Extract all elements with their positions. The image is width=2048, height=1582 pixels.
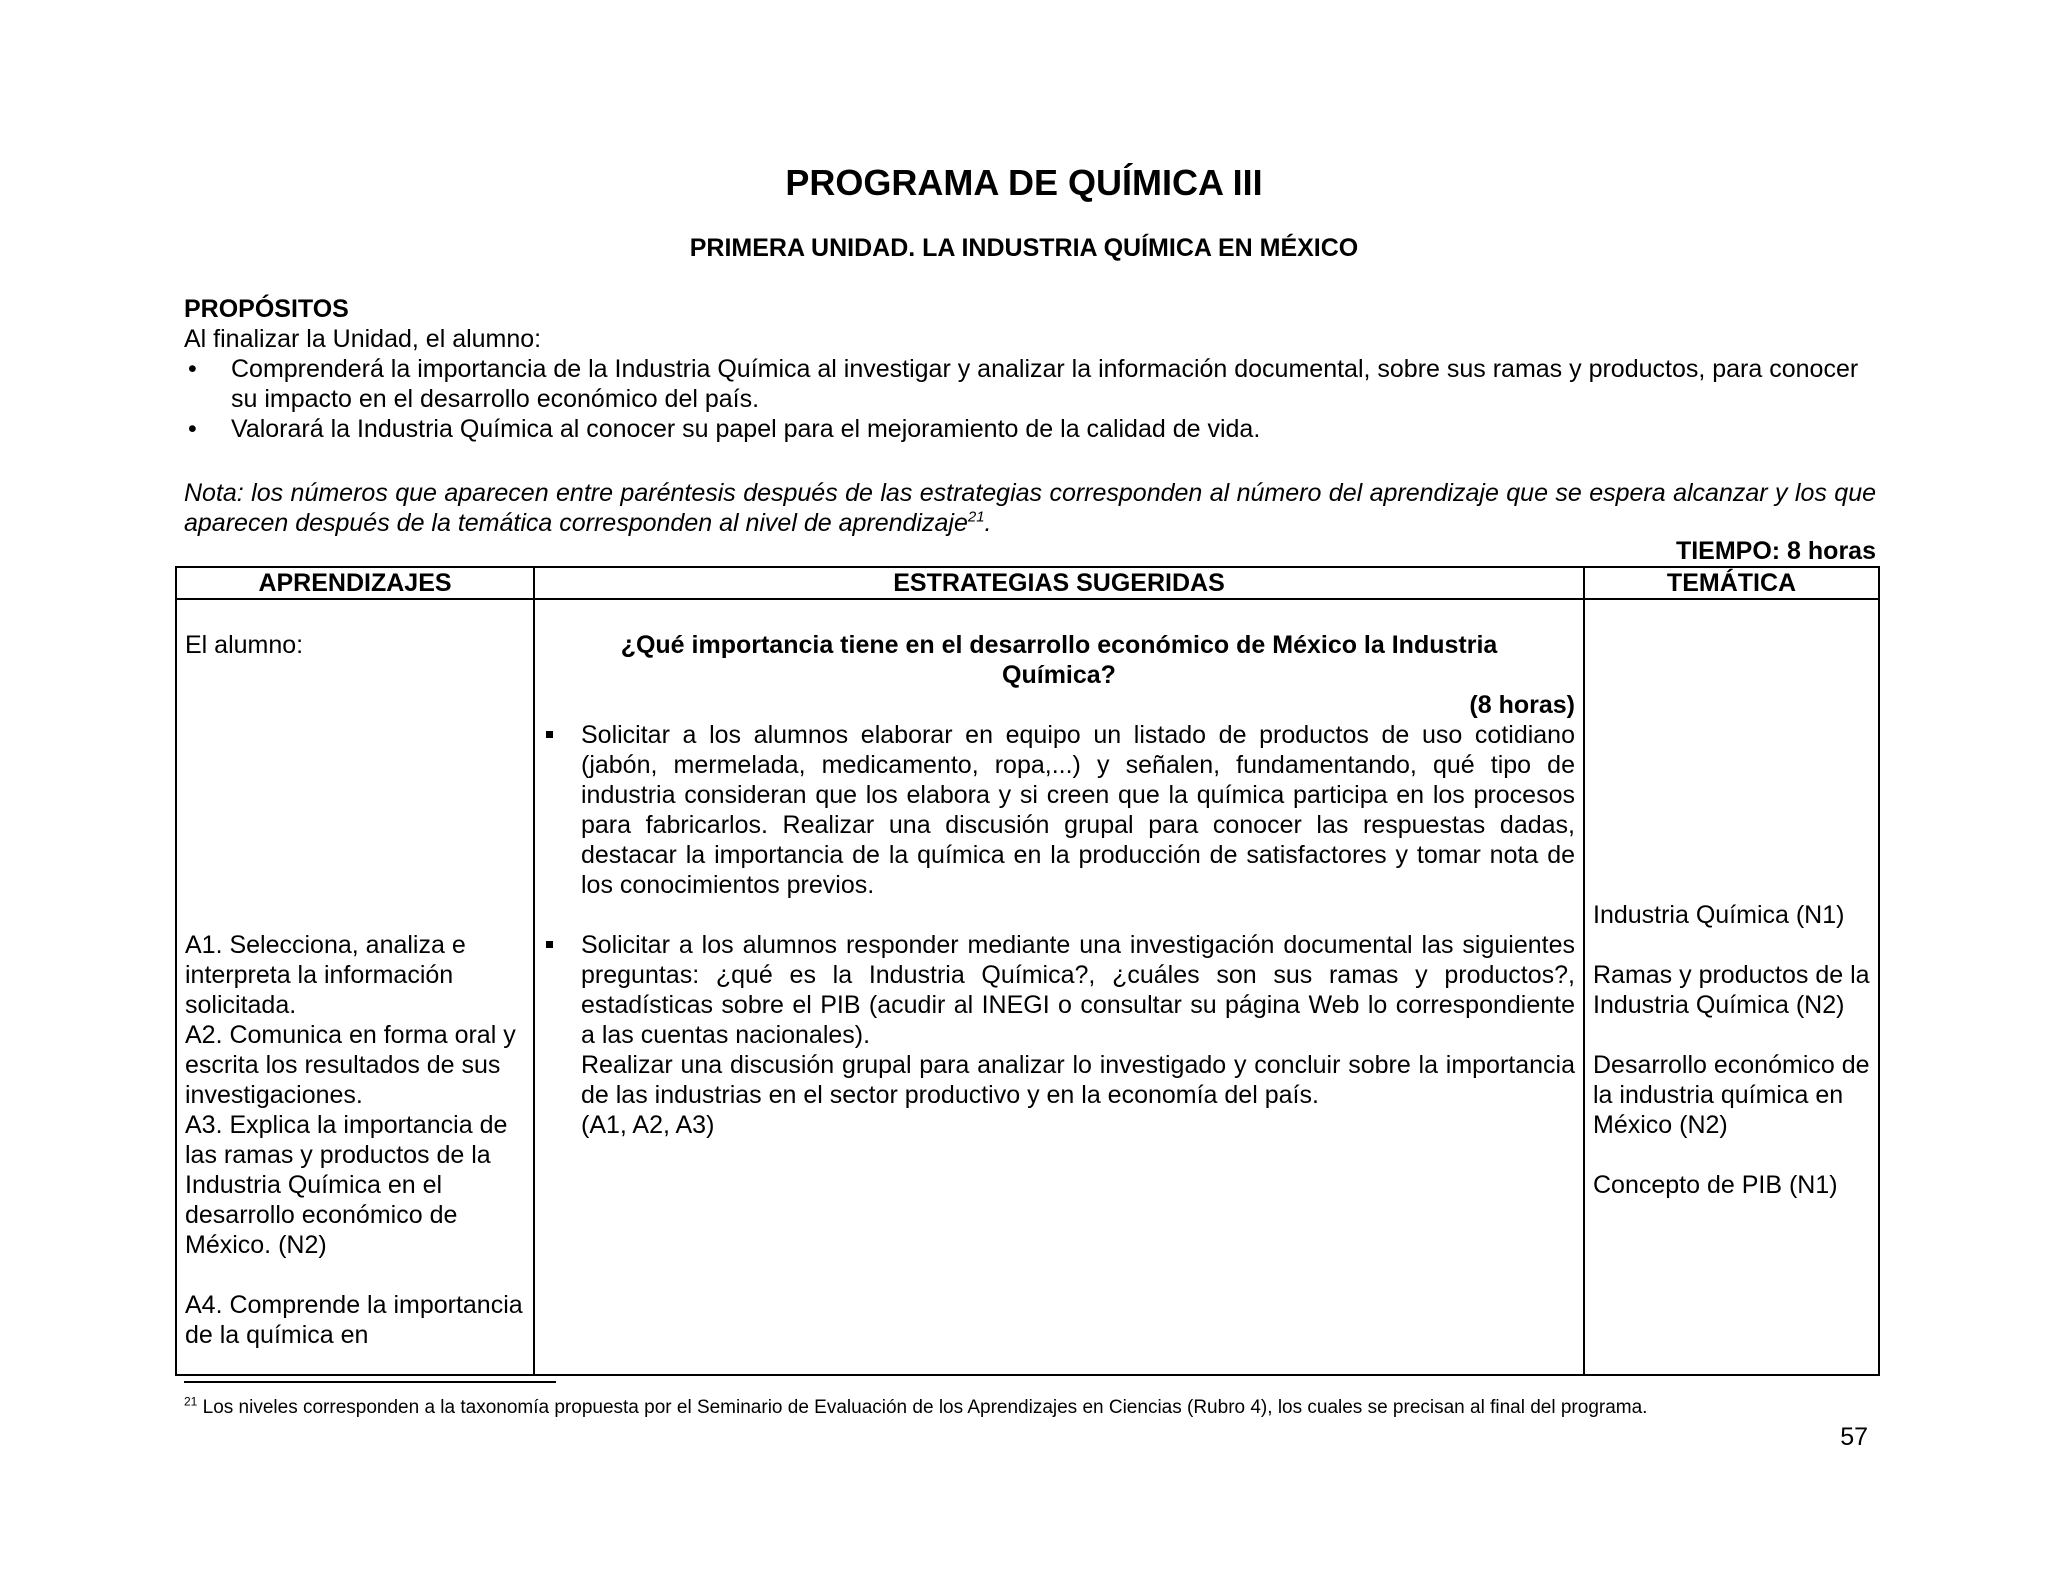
footnote-reference[interactable]: 21	[967, 508, 985, 526]
note-paragraph	[184, 478, 1876, 538]
aprendizajes-intro: El alumno:	[185, 631, 304, 659]
purposes-heading: PROPÓSITOS	[184, 295, 349, 323]
tematica-cell	[1584, 599, 1879, 1375]
page-number: 57	[1840, 1423, 1868, 1451]
header-aprendizajes: APRENDIZAJES	[176, 567, 534, 599]
table-header-row	[176, 567, 1879, 599]
time-label: TIEMPO: 8 horas	[1675, 537, 1876, 565]
estrategias-cell	[534, 599, 1584, 1375]
note-end: .	[984, 509, 992, 537]
purposes-list	[184, 354, 1884, 444]
purpose-text: Comprenderá la importancia de la Industria Química al investigar y analizar la información documental, sobre sus ramas y productos, para conocer su impacto en el desarrollo económico del país.	[231, 355, 1859, 413]
strategy-item	[543, 930, 1575, 1050]
strategy-item	[543, 720, 1575, 900]
tematica-item-2: Ramas y productos de la Industria Química (N2)	[1593, 961, 1870, 1019]
square-bullet-icon	[546, 941, 553, 948]
tematica-item-3: Desarrollo económico de la industria química en México (N2)	[1593, 1051, 1870, 1139]
page-title: PROGRAMA DE QUÍMICA III	[785, 162, 1263, 203]
aprendizaje-a4: A4. Comprende la importancia de la química en	[185, 1291, 523, 1349]
aprendizaje-a2: A2. Comunica en forma oral y escrita los resultados de sus investigaciones.	[185, 1021, 516, 1109]
purposes-intro: Al finalizar la Unidad, el alumno:	[184, 325, 542, 353]
purpose-item	[184, 354, 1884, 414]
strategy-text-1: Solicitar a los alumnos elaborar en equipo un listado de productos de uso cotidiano (jabón, mermelada, medicamento, ropa,...) y señalen, fundamentando, qué tipo de industria consideran que los elabora y si creen que la química participa en los procesos para fabricarlos. Realizar una discusión grupal para conocer las respuestas dadas, destacar la importancia de la química en la producción de satisfactores y tomar nota de los conocimientos previos.	[581, 721, 1575, 899]
footnote-divider	[184, 1381, 556, 1383]
strategy-list	[543, 720, 1575, 1050]
table-row	[176, 599, 1879, 1375]
square-bullet-icon	[546, 731, 553, 738]
bullet-icon: •	[188, 415, 197, 443]
strategy-text-2: Solicitar a los alumnos responder mediante una investigación documental las siguientes preguntas: ¿qué es la Industria Química?, ¿cuáles son sus ramas y productos?, estadísticas sobre el PIB (acudir al INEGI o consultar su página Web lo correspondiente a las cuentas nacionales).	[581, 931, 1575, 1049]
strategy-text-2-continued: Realizar una discusión grupal para analizar lo investigado y concluir sobre la importancia de las industrias en el sector productivo y en la economía del país.	[581, 1051, 1575, 1109]
tematica-item-4: Concepto de PIB (N1)	[1593, 1171, 1838, 1199]
aprendizaje-a1: A1. Selecciona, analiza e interpreta la información solicitada.	[185, 931, 466, 1019]
strategy-refs: (A1, A2, A3)	[581, 1111, 715, 1139]
note-text: Nota: los números que aparecen entre paréntesis después de las estrategias corresponden al número del aprendizaje que se espera alcanzar y los que aparecen después de la temática corresponden al nivel de aprendizaje	[184, 479, 1876, 537]
tematica-item-1: Industria Química (N1)	[1593, 901, 1845, 929]
strategy-question: ¿Qué importancia tiene en el desarrollo económico de México la Industria Química?	[620, 631, 1498, 689]
strategy-hours: (8 horas)	[1469, 691, 1575, 719]
purpose-item	[184, 414, 1884, 444]
footnote-number: 21	[184, 1394, 198, 1409]
aprendizajes-cell	[176, 599, 534, 1375]
unit-subtitle: PRIMERA UNIDAD. LA INDUSTRIA QUÍMICA EN MÉXICO	[689, 234, 1359, 262]
program-table	[175, 566, 1880, 1376]
header-tematica: TEMÁTICA	[1584, 567, 1879, 599]
footnote	[184, 1396, 1934, 1420]
bullet-icon: •	[188, 355, 197, 383]
header-estrategias: ESTRATEGIAS SUGERIDAS	[534, 567, 1584, 599]
purpose-text: Valorará la Industria Química al conocer su papel para el mejoramiento de la calidad de vida.	[231, 415, 1261, 443]
footnote-text: Los niveles corresponden a la taxonomía propuesta por el Seminario de Evaluación de los Aprendizajes en Ciencias (Rubro 4), los cuales se precisan al final del programa.	[197, 1397, 1648, 1418]
aprendizaje-a3: A3. Explica la importancia de las ramas y productos de la Industria Química en el desarrollo económico de México. (N2)	[185, 1111, 508, 1259]
purposes-section	[184, 294, 1884, 444]
